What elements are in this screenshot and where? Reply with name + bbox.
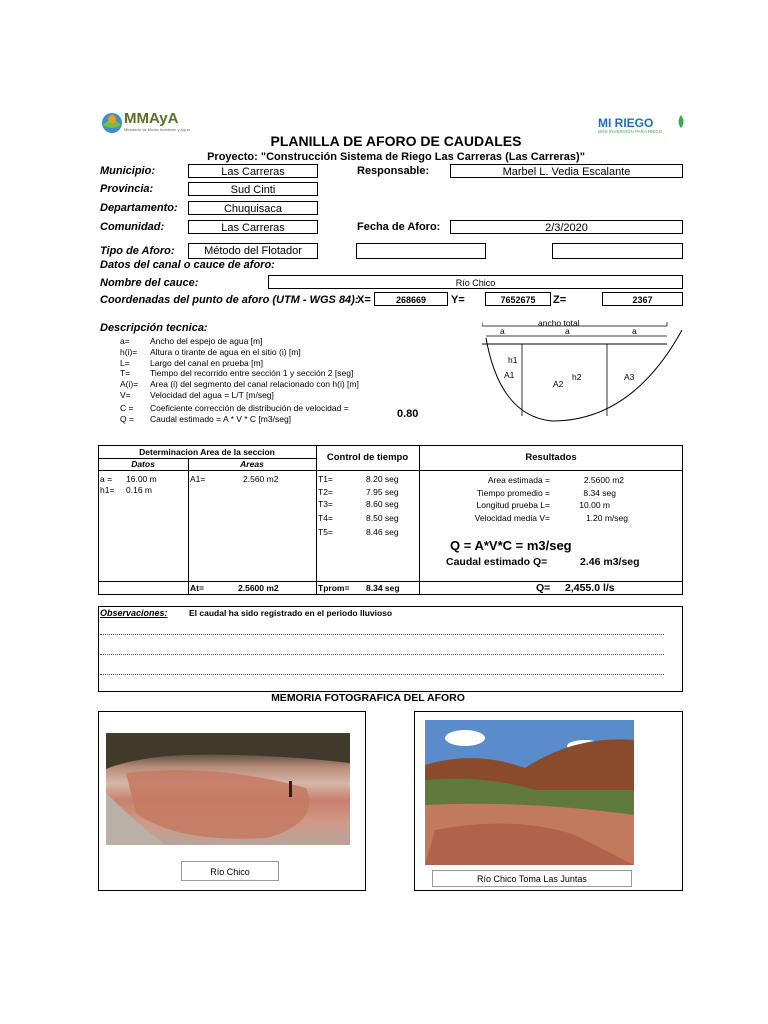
diagram-ancho-total: ancho total	[538, 318, 580, 328]
result-row: Longitud prueba L= 10.00 m	[476, 500, 610, 510]
caudal-value: 2.46 m3/seg	[580, 556, 640, 568]
mmaya-logo-subtext: Ministerio de Medio Ambiente y Agua	[124, 127, 190, 132]
result-row: Velocidad media V= 1.20 m/seg	[474, 512, 628, 523]
time-row: T1= 8.20 seg	[318, 474, 399, 484]
provincia-field: Sud Cinti	[188, 182, 318, 196]
comunidad-field: Las Carreras	[188, 220, 318, 234]
mmaya-logo-text: MMAyA	[124, 110, 179, 127]
datos-canal-heading: Datos del canal o cauce de aforo:	[100, 259, 275, 271]
caudal-label: Caudal estimado Q=	[446, 556, 548, 568]
page-title: PLANILLA DE AFORO DE CAUDALES	[270, 133, 522, 149]
areas-header: Areas	[240, 459, 264, 469]
a1-label: A1=	[190, 474, 206, 484]
area-header: Determinacion Area de la seccion	[139, 447, 275, 457]
diagram-h1: h1	[508, 355, 518, 365]
formula: Q = A*V*C = m3/seg	[450, 538, 572, 553]
control-header: Control de tiempo	[326, 452, 409, 463]
empty-field-1	[356, 243, 486, 259]
cauce-field: Río Chico	[268, 275, 683, 289]
datos-header: Datos	[131, 459, 155, 469]
results-header: Resultados	[525, 452, 577, 463]
time-row: T3= 8.60 seg	[318, 499, 399, 509]
responsable-label: Responsable:	[357, 165, 430, 177]
result-row: Tiempo promedio = 8.34 seg	[476, 487, 616, 498]
departamento-field: Chuquisaca	[188, 201, 318, 215]
photo-rio-chico	[106, 733, 350, 845]
c-coefficient-value: 0.80	[397, 408, 419, 420]
fecha-field: 2/3/2020	[450, 220, 683, 234]
y-label: Y=	[451, 294, 465, 306]
comunidad-label: Comunidad:	[100, 221, 165, 233]
departamento-label: Departamento:	[100, 202, 178, 214]
x-label: X=	[357, 294, 371, 306]
y-coordinate-field: 7652675	[485, 292, 551, 306]
observaciones-text: El caudal ha sido registrado en el periodo lluvioso	[189, 608, 393, 618]
responsable-field: Marbel L. Vedia Escalante	[450, 164, 683, 178]
description-list	[120, 336, 359, 424]
municipio-field: Las Carreras	[188, 164, 318, 178]
description-item: a= Ancho del espejo de agua [m]	[120, 336, 263, 346]
datos-row: h1= 0.16 m	[100, 485, 152, 495]
description-item: L= Largo del canal en prueba [m]	[120, 357, 263, 368]
description-item: A(i)= Area (i) del segmento del canal relacionado con h(i) [m]	[120, 379, 359, 390]
diagram-a2: a	[565, 326, 570, 336]
coordinates-label: Coordenadas del punto de aforo (UTM - WGS 84):	[100, 294, 359, 306]
photo-caption-2: Río Chico Toma Las Juntas	[432, 870, 632, 887]
results-list	[440, 474, 628, 524]
description-item: C = Coeficiente corrección de distribución de velocidad =	[120, 402, 349, 413]
time-row: T5= 8.46 seg	[318, 527, 399, 537]
a1-value: 2.560 m2	[243, 474, 279, 484]
municipio-label: Municipio:	[100, 165, 155, 177]
diagram-a3: a	[632, 326, 637, 336]
time-row: T2= 7.95 seg	[318, 486, 399, 497]
diagram-A2: A2	[553, 379, 564, 389]
datos-row: a = 16.00 m	[100, 474, 157, 484]
times-list	[318, 474, 399, 541]
photo-caption-1: Río Chico	[181, 861, 279, 881]
tprom-label: Tprom=	[318, 583, 350, 593]
time-row: T4= 8.50 seg	[318, 513, 399, 523]
cauce-label: Nombre del cauce:	[100, 277, 199, 289]
mi-riego-logo-text: MI RIEGO	[598, 116, 654, 130]
q-label: Q=	[536, 582, 551, 594]
at-label: At=	[190, 583, 204, 593]
observaciones-label: Observaciones:	[100, 608, 168, 618]
tipo-field: Método del Flotador	[188, 243, 318, 259]
project-title: Proyecto: "Construcción Sistema de Riego Las Carreras (Las Carreras)"	[207, 151, 585, 163]
diagram-h2: h2	[572, 372, 582, 382]
fecha-label: Fecha de Aforo:	[357, 221, 441, 233]
datos-list	[100, 474, 157, 496]
at-value: 2.5600 m2	[238, 583, 279, 593]
mi-riego-logo-subtext: MÁS INVERSIÓN PARA RIEGO	[598, 129, 663, 134]
result-row: Area estimada = 2.5600 m2	[487, 475, 624, 485]
description-title: Descripción tecnica:	[100, 322, 208, 334]
z-label: Z=	[553, 294, 567, 306]
description-item: h(i)= Altura o tirante de agua en el sitio (i) [m]	[120, 346, 301, 357]
tipo-label: Tipo de Aforo:	[100, 245, 175, 257]
tprom-value: 8.34 seg	[366, 583, 400, 593]
observaciones-box	[98, 606, 683, 692]
memoria-title: MEMORIA FOTOGRAFICA DEL AFORO	[271, 692, 465, 704]
q-value: 2,455.0 l/s	[565, 582, 615, 594]
observaciones-line	[100, 634, 664, 635]
provincia-label: Provincia:	[100, 183, 154, 195]
empty-field-2	[552, 243, 683, 259]
description-item: V= Velocidad del agua = L/T [m/seg]	[120, 389, 274, 400]
description-item: T= Tiempo del recorrido entre sección 1 y sección 2 [seg]	[120, 368, 354, 379]
z-coordinate-field: 2367	[602, 292, 683, 306]
observaciones-line	[100, 654, 664, 655]
description-item: Q = Caudal estimado = A * V * C [m3/seg]	[120, 413, 292, 424]
photo-rio-chico-toma	[425, 720, 634, 865]
x-coordinate-field: 268669	[374, 292, 448, 306]
diagram-a1: a	[500, 326, 505, 336]
diagram-A3: A3	[624, 372, 635, 382]
diagram-A1: A1	[504, 370, 515, 380]
observaciones-line	[100, 674, 664, 675]
